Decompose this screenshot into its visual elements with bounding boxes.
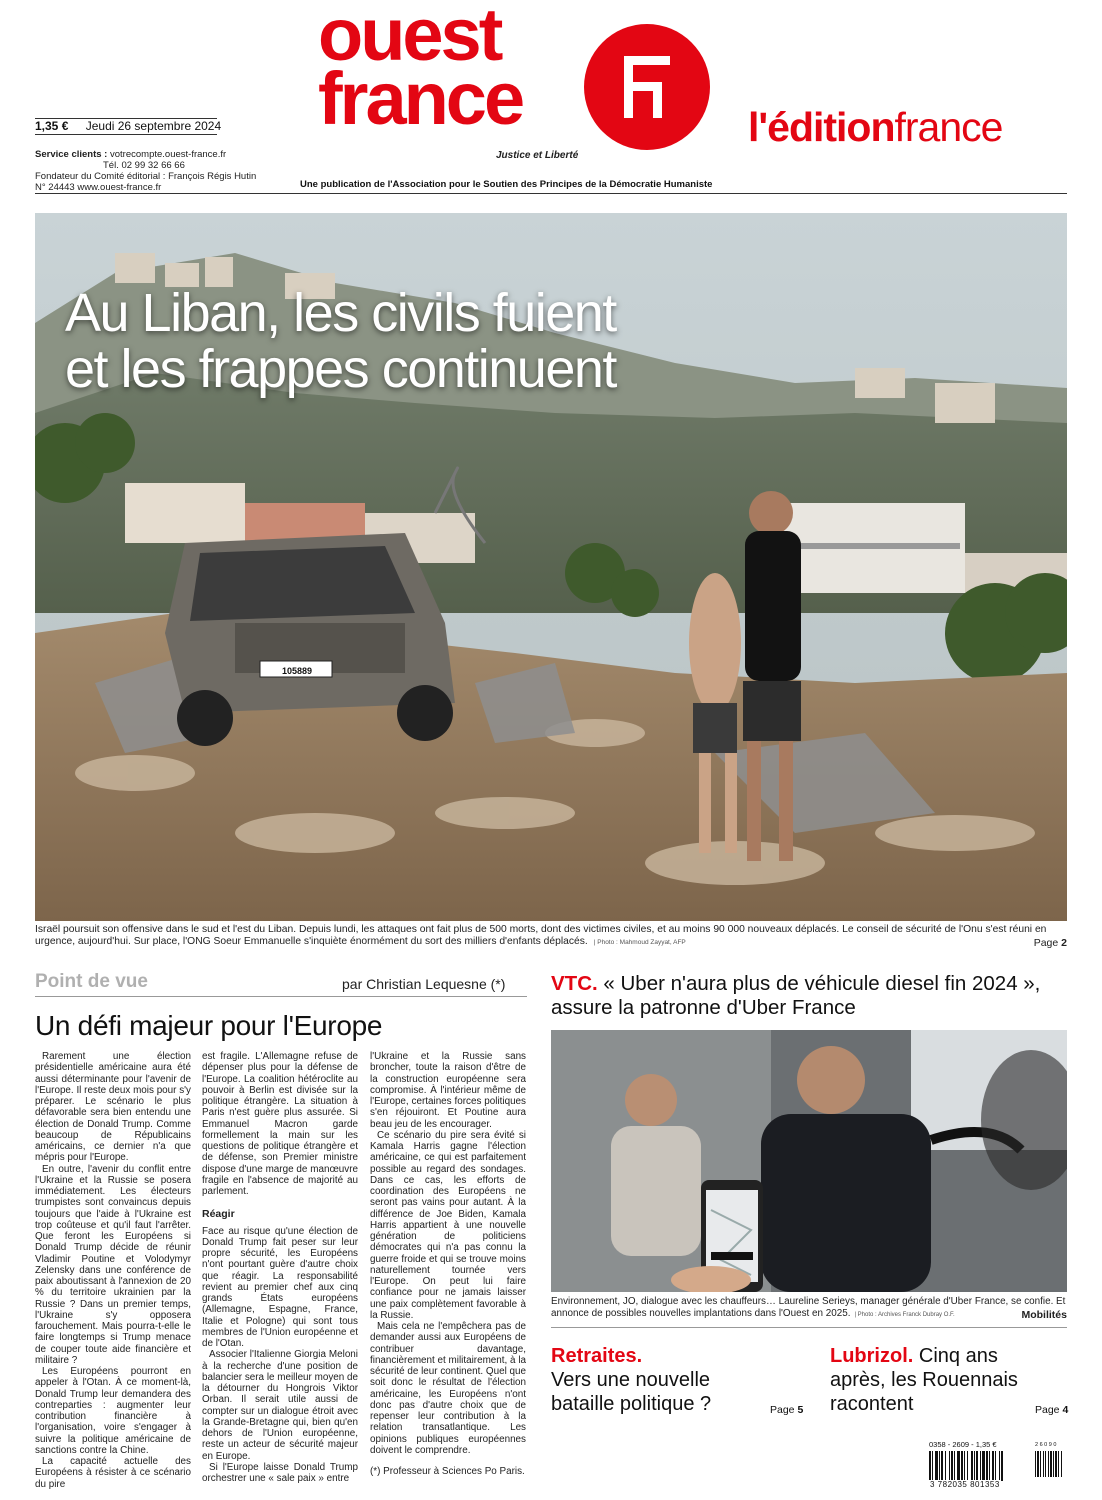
paragraph: Les Européens pourront en appeler à l'Otan. À ce moment-là, Donald Trump leur demandera des contreparties : augmenter leur contribution financière à l'organisation, voire s'engager à suivre la politique américaine de sanctions contre la Chine. [35, 1366, 191, 1456]
hero-headline-line2: et les frappes continuent [65, 339, 616, 399]
section-label: Point de vue [35, 971, 148, 992]
motto: Justice et Liberté [496, 150, 579, 161]
vtc-photo [551, 1030, 1067, 1292]
byline: par Christian Lequesne (*) [342, 976, 506, 992]
page-label: Page [770, 1404, 795, 1416]
teaser-title: Vers une nouvelle bataille politique ? [551, 1369, 712, 1415]
teaser-kicker: Retraites. [551, 1345, 643, 1367]
paragraph: Rarement une élection présidentielle américaine aura été aussi déterminante pour l'avenir de l'Europe. Il reste deux mois pour s'y préparer. Le scénario le plus défavorable sera bien entendu une élection de Donald Trump. Comme beaucoup de Républicains américains, ce dernier n'a que mépris pour l'Europe. [35, 1051, 191, 1164]
hero-headline-line1: Au Liban, les civils fuient [65, 283, 616, 343]
teaser-kicker: Lubrizol. [830, 1345, 914, 1367]
vtc-caption-text: Environnement, JO, dialogue avec les chauffeurs… Laureline Serieys, manager générale d'Uber France, se confie. Et annonce de possibles nouvelles implantations dans l'Ouest en 2025. [551, 1296, 1066, 1319]
paragraph: La capacité actuelle des Européens à résister à ce scénario du pire [35, 1456, 191, 1490]
divider [551, 1327, 1067, 1328]
page-number: 5 [797, 1404, 804, 1416]
hero-headline [65, 285, 616, 397]
edition-bold: l'édition [748, 104, 895, 150]
page-number: 4 [1062, 1404, 1069, 1416]
paragraph: Face au risque qu'une élection de Donald Trump fait peser sur leur propre sécurité, les Européens n'ont pourtant guère d'autre choix que réagir. La responsabilité revient au premier chef aux cinq grands États européens (Allemagne, Espagne, France, Italie et Pologne) qui sont tous membres de l'Union européenne et de l'Otan. [202, 1225, 358, 1349]
subhead: Réagir [202, 1208, 235, 1221]
paragraph: Ce scénario du pire sera évité si Kamala Harris gagne l'élection américaine, ce qui est parfaitement possible au regard des sondages. Dans ce cas, les efforts de coordination des Européens ne seront pas vains pour autant. À la différence de Joe Biden, Kamala Harris appartient à une nouvelle génération de politiciens démocrates qui n'a pas connu la guerre froide et qui se trouve moins naturellement tournée vers l'Europe. On peut lui faire confiance pour ne jamais laisser une paix complètement favorable à la Russie. [370, 1129, 526, 1321]
edition-light: france [894, 104, 1003, 150]
teaser-lubrizol[interactable] [830, 1344, 1070, 1416]
vtc-headline[interactable] [551, 972, 1067, 1020]
opinion-title: Un défi majeur pour l'Europe [35, 1010, 383, 1041]
paragraph: Mais cela ne l'empêchera pas de demander aussi aux Européens de contribuer davantage, financièrement et militairement, à la sécurité de leur continent. Quel que soit donc le résultat de l'élection américaine, les Européens n'ont donc pas d'autre choix que de repenser leur contribution à la relation transatlantique. Les opinions publiques européennes doivent le comprendre. [370, 1321, 526, 1456]
vtc-kicker: VTC. [551, 972, 598, 995]
page-label: Page [1035, 1404, 1060, 1416]
opinion-column-2 [202, 1051, 358, 1484]
logo-ouest: ouest [318, 0, 501, 76]
divider [35, 996, 527, 997]
hero-page-ref[interactable] [1034, 937, 1067, 949]
paragraph: l'Ukraine et la Russie sans broncher, toute la raison d'être de la construction européenne sera compromise. À l'intérieur même de l'Europe, certaines forces politiques s'en réjouiront. Et Poutine aura beau jeu de les encourager. [370, 1051, 526, 1130]
paragraph: Associer l'Italienne Giorgia Meloni à la recherche d'une position de balancier sera le meilleur moyen de la détourner du Hongrois Viktor Orban. Il serait utile aussi de compter sur un dialogue étroit avec la Grande-Bretagne qui, bien qu'en dehors de l'Union européenne, reste un acteur de sécurité majeur en Europe. [202, 1349, 358, 1462]
price-date-row [35, 118, 222, 135]
vtc-caption [551, 1296, 1067, 1321]
publication-line: Une publication de l'Association pour le Soutien des Principes de la Démocratie Humaniste [300, 179, 713, 190]
page-number: 2 [1061, 937, 1067, 949]
hero-caption [35, 924, 1067, 949]
teaser-title: Cinq ans après, les Rouennais racontent [830, 1345, 1018, 1415]
vtc-rubric[interactable]: Mobilités [1021, 1308, 1067, 1321]
teaser-retraites[interactable] [551, 1344, 791, 1416]
logo-france: france [318, 57, 523, 140]
hero-photo [35, 213, 1067, 921]
service-info [35, 149, 256, 193]
license-plate: 105889 [281, 666, 313, 676]
barcode-top-text: 0358 - 2609 - 1,35 € [929, 1440, 997, 1449]
price: 1,35 € [35, 119, 69, 133]
hero-caption-text: Israël poursuit son offensive dans le sud et l'est du Liban. Depuis lundi, les attaques ont fait plus de 500 morts, dont des victimes civiles, et au moins 90 000 nouveaux déplacés. Le conseil de sécurité de l'Onu s'est réuni en urgence, aujourd'hui. Sur place, l'ONG Soeur Emmanuelle s'inquiète énormément du sort des milliers d'enfants déplacés. [35, 924, 1047, 947]
vtc-credit: | Photo : Archives Franck Dubray O.F. [854, 1311, 955, 1318]
vtc-title-text: « Uber n'aura plus de véhicule diesel fin 2024 », assure la patronne d'Uber France [551, 972, 1041, 1019]
divider [35, 193, 1067, 194]
founder: Fondateur du Comité éditorial : François Régis Hutin [35, 171, 257, 182]
service-label: Service clients : [35, 149, 108, 160]
barcode-supplement: 2 6 0 9 0 [1035, 1442, 1057, 1448]
page-label: Page [1033, 937, 1059, 949]
edition-title [748, 104, 1002, 151]
service-web: votrecompte.ouest-france.fr [110, 149, 227, 160]
hero-credit: | Photo : Mahmoud Zayyat, AFP [593, 939, 686, 946]
teaser-heading [830, 1344, 1045, 1416]
paragraph: En outre, l'avenir du conflit entre l'Ukraine et la Russie se posera immédiatement. Les électeurs trumpistes sont convaincus depuis toujours que l'aide à l'Ukraine est trop coûteuse et qu'il faut l'arrêter. Que feront les Européens si Donald Trump décide de réunir Vladimir Poutine et Volodymyr Zelensky dans une conférence de paix aboutissant à l'annexion de 20 % du territoire ukrainien par la Russie ? Dans un premier temps, l'Ukraine s'y opposera farouchement. Mais pourra-t-elle le faire longtemps si Trump menace de couper toute aide financière et militaire ? [35, 1163, 191, 1366]
issue-number: N° 24443 www.ouest-france.fr [35, 182, 162, 193]
paragraph: est fragile. L'Allemagne refuse de dépenser plus pour la défense de l'Europe. La coalition hétéroclite au pouvoir à Berlin est divisée sur la politique étrangère. La situation à Paris n'est guère plus assurée. Si Emmanuel Macron garde formellement la main sur les questions de politique étrangère et de défense, son Premier ministre dispose d'une marge de manœuvre fragile en l'absence de majorité au parlement. [202, 1051, 358, 1197]
paragraph: Si l'Europe laisse Donald Trump orchestrer une « sale paix » entre [202, 1461, 358, 1484]
opinion-column-3 [370, 1051, 526, 1477]
vtc-illustration [551, 1030, 1067, 1292]
teaser-page-ref[interactable] [770, 1404, 803, 1416]
opinion-column-1 [35, 1051, 191, 1490]
barcode-digits: 3 782035 801353 [930, 1480, 1000, 1489]
footnote: (*) Professeur à Sciences Po Paris. [370, 1466, 525, 1477]
issue-date: Jeudi 26 septembre 2024 [85, 119, 222, 133]
service-tel: Tél. 02 99 32 66 66 [103, 160, 185, 171]
teaser-page-ref[interactable] [1035, 1404, 1068, 1416]
logo-disc-icon [584, 24, 710, 150]
